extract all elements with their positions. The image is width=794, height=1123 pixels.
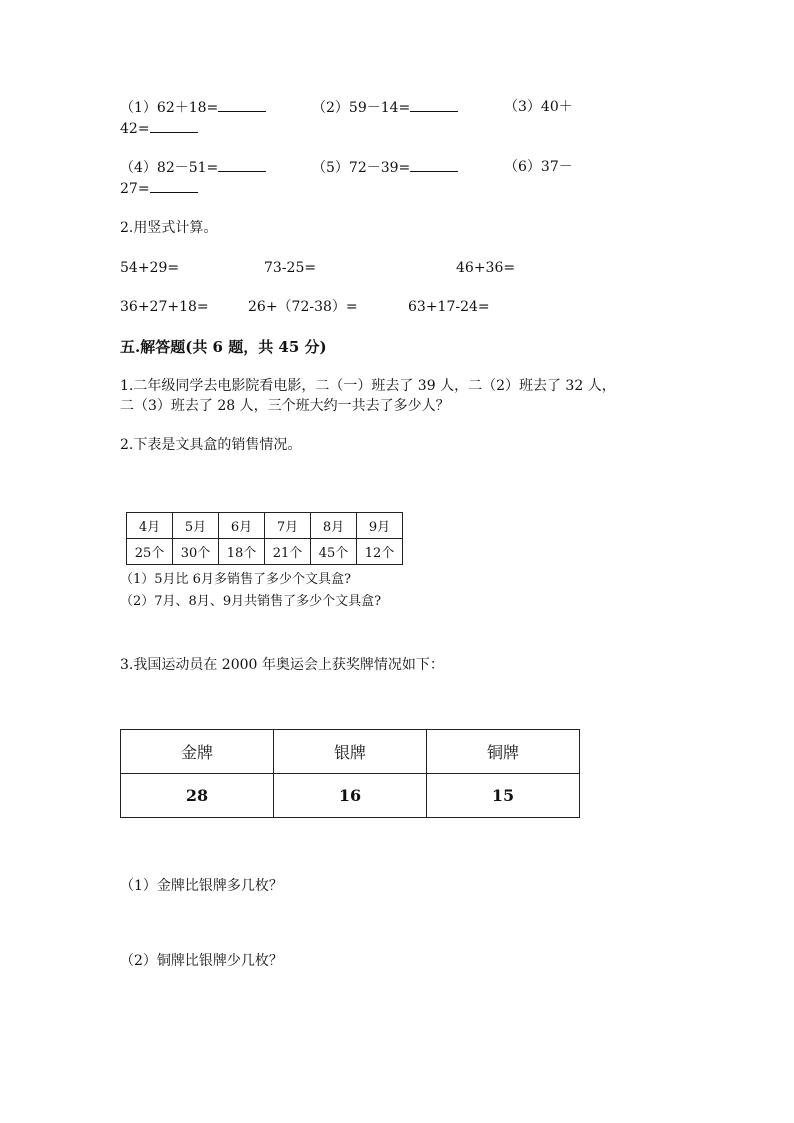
table-cell: 15 bbox=[427, 774, 580, 818]
question-1-line-2: 二（3）班去了 28 人，三个班大约一共去了多少人？ bbox=[120, 398, 450, 414]
calc-item-4 bbox=[120, 157, 266, 178]
answer-blank[interactable] bbox=[218, 97, 266, 112]
table-cell: 8月 bbox=[311, 513, 357, 539]
calc-item-2 bbox=[312, 97, 458, 118]
table-cell: 16 bbox=[274, 774, 427, 818]
vertical-expr-3: 46+36= bbox=[456, 260, 516, 276]
table-cell: 12个 bbox=[357, 539, 403, 565]
calc-item-6 bbox=[504, 157, 573, 177]
table-cell: 7月 bbox=[265, 513, 311, 539]
table-header-cell: 银牌 bbox=[274, 730, 427, 774]
calc-item-6-cont bbox=[120, 178, 198, 199]
medal-table bbox=[120, 729, 580, 818]
answer-blank[interactable] bbox=[410, 97, 458, 112]
calc-expression: （2）59－14= bbox=[312, 100, 411, 116]
vertical-calc-title: 2.用竖式计算。 bbox=[120, 220, 218, 236]
calc-expression: （3）40＋ bbox=[504, 99, 573, 115]
table-row bbox=[127, 513, 403, 539]
answer-blank[interactable] bbox=[150, 118, 198, 133]
answer-blank[interactable] bbox=[410, 157, 458, 172]
calc-expression: （4）82－51= bbox=[120, 160, 219, 176]
table-row bbox=[121, 730, 580, 774]
calc-expression: 27= bbox=[120, 181, 150, 197]
answer-blank[interactable] bbox=[218, 157, 266, 172]
table-header-cell: 金牌 bbox=[121, 730, 274, 774]
calc-expression: （1）62＋18= bbox=[120, 100, 219, 116]
question-1-line-1: 1.二年级同学去电影院看电影，二（一）班去了 39 人，二（2）班去了 32 人， bbox=[120, 378, 616, 394]
table-row bbox=[127, 539, 403, 565]
table-cell: 5月 bbox=[173, 513, 219, 539]
section-title: 五.解答题(共 6 题，共 45 分) bbox=[120, 338, 327, 356]
table-row bbox=[121, 774, 580, 818]
question-3-sub-1: （1）金牌比银牌多几枚？ bbox=[120, 878, 283, 894]
vertical-expr-4: 36+27+18= bbox=[120, 299, 209, 315]
table-cell: 6月 bbox=[219, 513, 265, 539]
vertical-expr-5: 26+（72-38）= bbox=[248, 299, 358, 315]
table-cell: 45个 bbox=[311, 539, 357, 565]
vertical-expr-6: 63+17-24= bbox=[408, 299, 490, 315]
question-2-sub-2: （2）7月、8月、9月共销售了多少个文具盒? bbox=[120, 594, 382, 609]
calc-item-5 bbox=[312, 157, 458, 178]
answer-blank[interactable] bbox=[150, 178, 198, 193]
calc-expression: （5）72－39= bbox=[312, 160, 411, 176]
question-3-sub-2: （2）铜牌比银牌少几枚？ bbox=[120, 953, 283, 969]
question-3-title: 3.我国运动员在 2000 年奥运会上获奖牌情况如下： bbox=[120, 657, 444, 673]
table-cell: 9月 bbox=[357, 513, 403, 539]
table-cell: 28 bbox=[121, 774, 274, 818]
table-header-cell: 铜牌 bbox=[427, 730, 580, 774]
table-cell: 18个 bbox=[219, 539, 265, 565]
table-cell: 30个 bbox=[173, 539, 219, 565]
calc-item-3 bbox=[504, 97, 573, 117]
calc-item-3-cont bbox=[120, 118, 198, 139]
vertical-expr-2: 73-25= bbox=[264, 260, 317, 276]
calc-item-1 bbox=[120, 97, 266, 118]
calc-expression: （6）37－ bbox=[504, 159, 573, 175]
calc-expression: 42= bbox=[120, 121, 150, 137]
table-cell: 4月 bbox=[127, 513, 173, 539]
vertical-expr-1: 54+29= bbox=[120, 260, 180, 276]
table-cell: 25个 bbox=[127, 539, 173, 565]
question-2-sub-1: （1）5月比 6月多销售了多少个文具盒? bbox=[120, 572, 351, 587]
table-cell: 21个 bbox=[265, 539, 311, 565]
sales-table bbox=[126, 512, 403, 565]
question-2-title: 2.下表是文具盒的销售情况。 bbox=[120, 437, 302, 453]
